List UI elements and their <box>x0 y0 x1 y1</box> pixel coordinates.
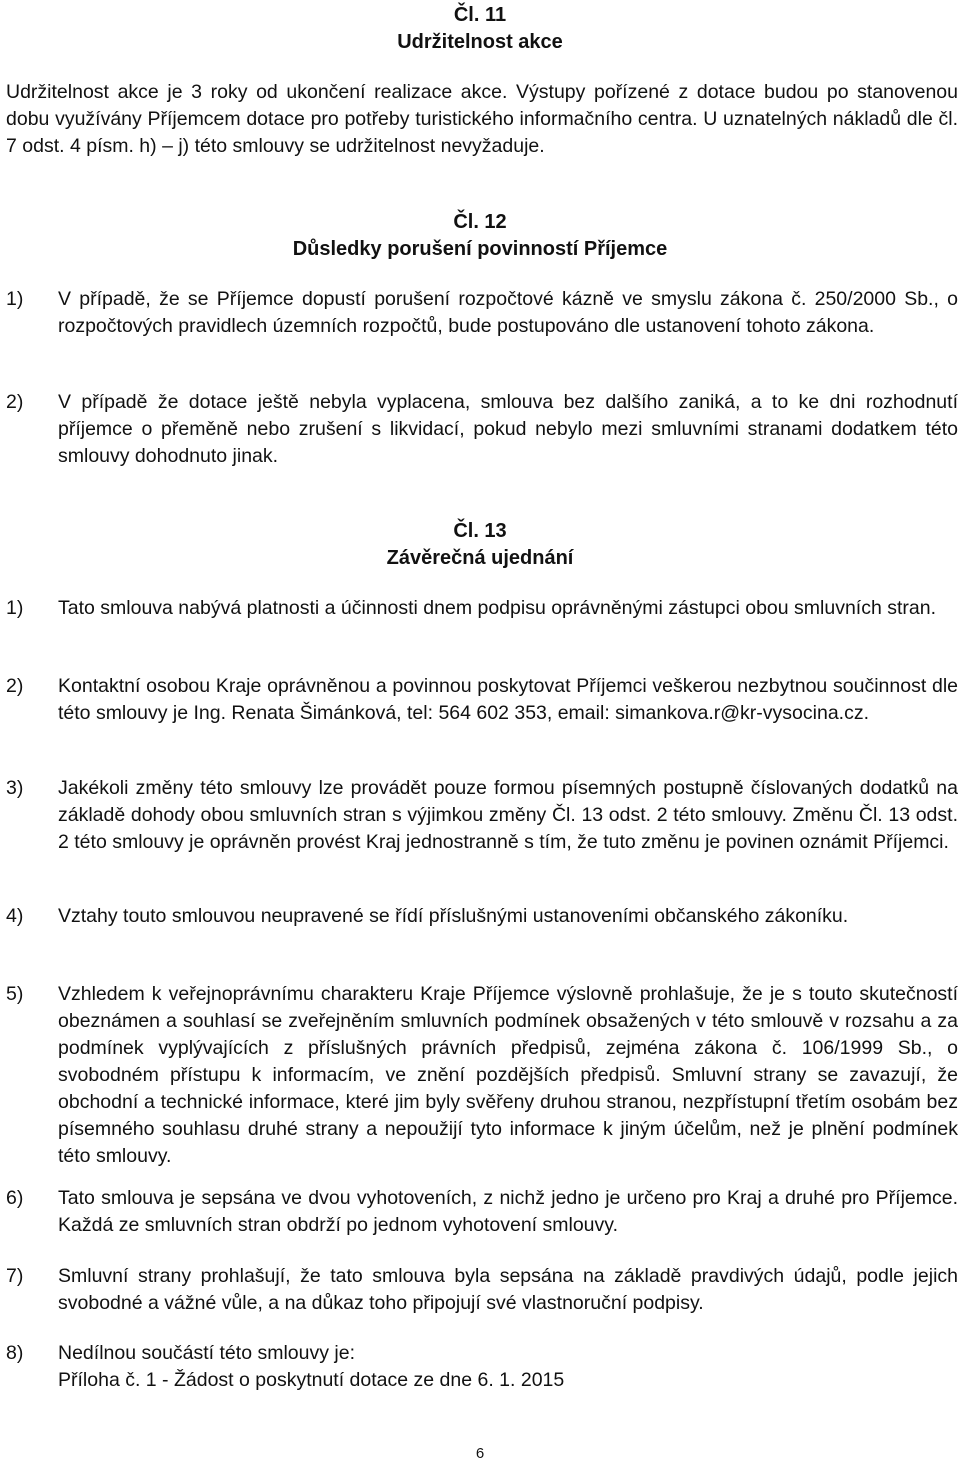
item-number: 7) <box>6 1265 24 1287</box>
item-number: 8) <box>6 1342 24 1364</box>
item-number: 2) <box>6 675 24 697</box>
section-title: Udržitelnost akce <box>397 31 563 53</box>
section-12-heading <box>0 209 960 263</box>
section-number: Čl. 12 <box>453 211 507 233</box>
item-text: Vzhledem k veřejnoprávnímu charakteru Kraje Příjemce výslovně prohlašuje, že je s touto skutečností obeznámen a souhlasí se zveřejněním smluvních podmínek obsažených v této smlouvě v rozsahu a za podmínek vyplývajících z příslušných právních předpisů, zejména zákona č. 106/1999 Sb., o svobodném přístupu k informacím, ve znění pozdějších předpisů. Smluvní strany se zavazují, že obchodní a technické informace, které jim byly svěřeny druhou stranou, nezpřístupní třetím osobám bez písemného souhlasu druhé strany a nepoužijí tyto informace k jiným účelům, než je plnění podmínek této smlouvy. <box>58 983 958 1167</box>
annex-reference: Příloha č. 1 - Žádost o poskytnutí dotace ze dne 6. 1. 2015 <box>58 1369 565 1391</box>
item-number: 3) <box>6 777 24 799</box>
list-item <box>6 903 958 930</box>
item-text: V případě že dotace ještě nebyla vyplacena, smlouva bez dalšího zaniká, a to ke dni rozhodnutí příjemce o přeměně nebo zrušení s likvidací, pokud nebylo mezi smluvními stranami dodatkem této smlouvy dohodnuto jinak. <box>58 391 958 467</box>
item-number: 1) <box>6 597 24 619</box>
item-number: 1) <box>6 288 24 310</box>
list-item <box>6 1263 958 1317</box>
list-item <box>6 595 958 622</box>
item-text: Tato smlouva nabývá platnosti a účinnosti dnem podpisu oprávněnými zástupci obou smluvních stran. <box>58 597 936 619</box>
item-number: 2) <box>6 391 24 413</box>
item-text: Jakékoli změny této smlouvy lze provádět pouze formou písemných postupně číslovaných dodatků na základě dohody obou smluvních stran s výjimkou změny Čl. 13 odst. 2 této smlouvy. Změnu Čl. 13 odst. 2 této smlouvy je oprávněn provést Kraj jednostranně s tím, že tuto změnu je povinen oznámit Příjemci. <box>58 777 958 853</box>
page-number: 6 <box>475 1445 485 1462</box>
item-text: Nedílnou součástí této smlouvy je: <box>58 1342 355 1364</box>
section-11-heading <box>0 2 960 56</box>
section-title: Důsledky porušení povinností Příjemce <box>292 238 668 260</box>
item-text: Tato smlouva je sepsána ve dvou vyhotoveních, z nichž jedno je určeno pro Kraj a druhé pro Příjemce. Každá ze smluvních stran obdrží po jednom vyhotovení smlouvy. <box>58 1187 958 1236</box>
item-number: 6) <box>6 1187 24 1209</box>
item-number: 5) <box>6 983 24 1005</box>
list-item <box>6 673 958 727</box>
list-item <box>6 1340 958 1394</box>
list-item <box>6 981 958 1170</box>
list-item <box>6 1185 958 1239</box>
section-title: Závěrečná ujednání <box>386 547 574 569</box>
item-text: Kontaktní osobou Kraje oprávněnou a povinnou poskytovat Příjemci veškerou nezbytnou součinnost dle této smlouvy je Ing. Renata Šimánková, tel: 564 602 353, email: simankova.r@kr-vysocina.cz. <box>58 675 958 724</box>
item-text: V případě, že se Příjemce dopustí porušení rozpočtové kázně ve smyslu zákona č. 250/2000 Sb., o rozpočtových pravidlech územních rozpočtů, bude postupováno dle ustanovení tohoto zákona. <box>58 288 958 337</box>
item-text-wrapper <box>58 1340 958 1394</box>
item-text: Vztahy touto smlouvou neupravené se řídí příslušnými ustanoveními občanského zákoníku. <box>58 905 849 927</box>
list-item <box>6 775 958 856</box>
item-number: 4) <box>6 905 24 927</box>
section-number: Čl. 11 <box>453 4 507 26</box>
item-text: Smluvní strany prohlašují, že tato smlouva byla sepsána na základě pravdivých údajů, podle jejich svobodné a vážné vůle, a na důkaz toho připojují své vlastnoruční podpisy. <box>58 1265 958 1314</box>
section-11-paragraph: Udržitelnost akce je 3 roky od ukončení realizace akce. Výstupy pořízené z dotace budou po stanovenou dobu využívány Příjemcem dotace pro potřeby turistického informačního centra. U uznatelných nákladů dle čl. 7 odst. 4 písm. h) – j) této smlouvy se udržitelnost nevyžaduje. <box>6 81 958 157</box>
section-number: Čl. 13 <box>453 520 507 542</box>
list-item <box>6 389 958 470</box>
list-item <box>6 286 958 340</box>
section-13-heading <box>0 518 960 572</box>
